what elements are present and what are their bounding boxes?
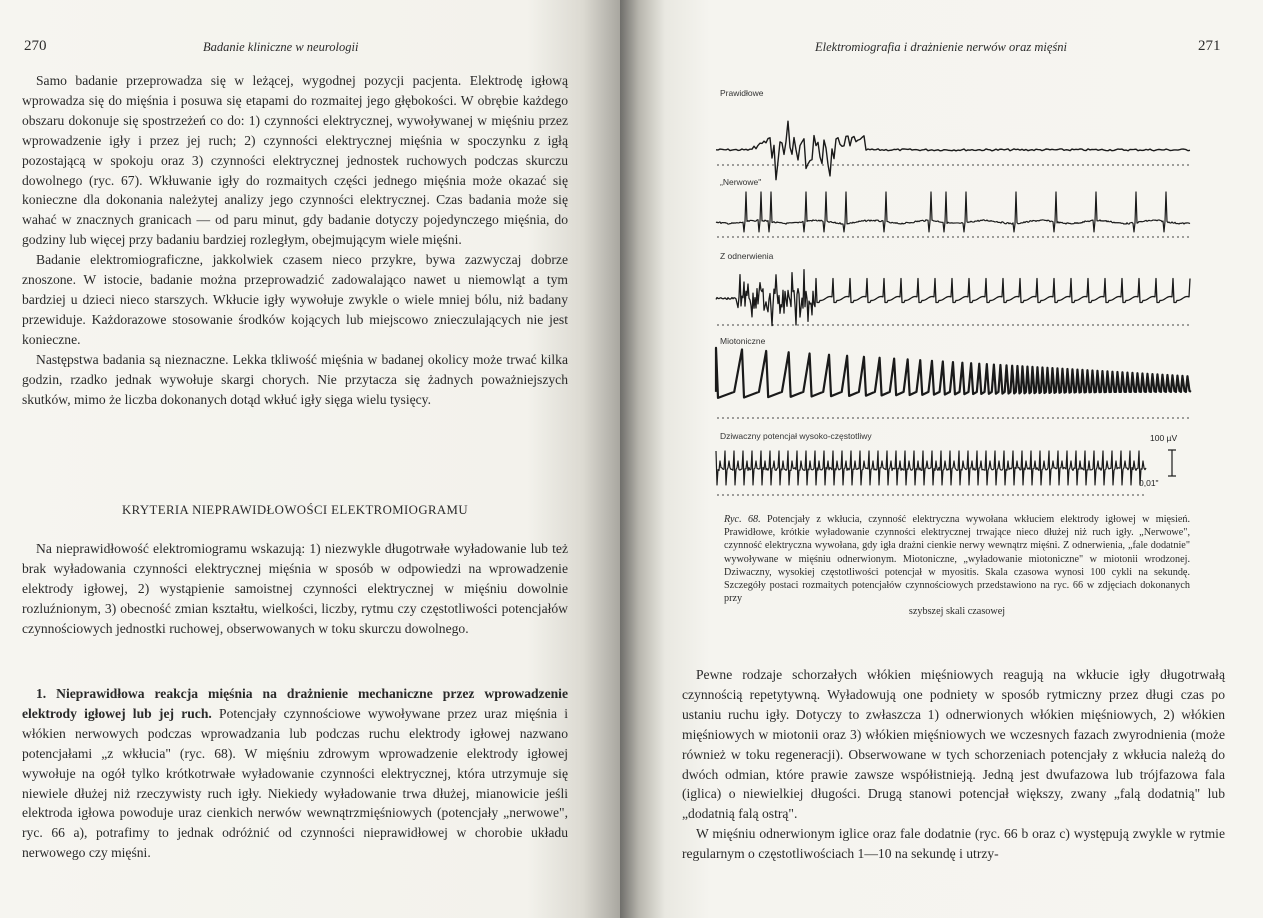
scale-bar [1164, 446, 1184, 496]
paragraph: Pewne rodzaje schorzałych włókien mięśniowych reagują na wkłucie igły długotrwałą czynnością repetytywną. Wyładowują one podniety w sposób rytmiczny przez długi czas po ustaniu ruchu igły. Dotyczy to zwłaszcza 1) odnerwionych włókien mięśniowych, 2) włókien mięśniowych w miotonii oraz 3) włókien mięśniowych we wczesnych fazach zwyrodnienia (może również w toku regeneracji). Obserwowane w tych schorzeniach potencjały z wkłucia należą do dwóch odmian, które prawie zawsze współistnieją. Jedną jest dwufazowa lub trójfazowa fala (iglica) o niewielkiej długości. Drugą stanowi potencjał większy, zwany „falą dodatnią" lub „dodatnią falą ostrą". [682, 667, 1225, 822]
page-number-right: 271 [1198, 38, 1221, 54]
subsection-body: Potencjały czynnościowe wywoływane przez uraz mięśnia i włókien nerwowych podczas wprowadzania lub podczas ruchu elektrody igłowej nazwano potencjałami „z wkłucia" (ryc. 68). W mięśniu zdrowym wprowadzenie elektrody igłowej wywołuje na ogół tylko krótkotrwałe wyładowanie czynności elektrycznej, która utrzymuje się niewiele dłużej niż rzeczywisty ruch igły. Niekiedy wyładowanie trwa dłużej, mianowicie jeśli elektroda igłowa powoduje uraz cienkich nerwów wewnątrzmięśniowych (potencjały „nerwowe", ryc. 66 a), potrafimy to jednak odróżnić od czynności nieprawidłowej w chorobie układu nerwowego czy mięśni. [22, 705, 568, 861]
trace-normal [716, 98, 1190, 170]
time-scale-label: 0,01" [1139, 478, 1159, 488]
right-page [620, 0, 1263, 918]
caption-text: Potencjały z wkłucia, czynność elektryczna wywołana wkłuciem elektrody igłowej w mięsień. Prawidłowe, krótkie wyładowanie czynności elektrycznej trwające nieco dłużej niż ruch igły. „Nerwowe", czynność elektryczna wywołana, gdy igła drażni cienkie nerwy wewnątrz mięśni. Z odnerwienia, „fale dodatnie" wywoływane w mięśniu odnerwionym. Miotoniczne, „wyładowanie miotoniczne" w miotonii wrodzonej. Dziwaczny, wysokiej częstotliwości potencjał w myositis. Skala czasowa wynosi 100 cykli na sekundę. Szczegóły postaci rozmaitych potencjałów czynnościowych przedstawiono na ryc. 66 w zdjęciach dokonanych przy [724, 514, 1190, 605]
trace-label-bizarre: Dziwaczny potencjał wysoko-częstotliwy [720, 431, 872, 441]
trace-label-nerve: „Nerwowe" [720, 177, 762, 187]
right-body-text [682, 665, 1225, 864]
trace-bizarre [716, 442, 1146, 502]
trace-line [716, 192, 1190, 232]
trace-label-myotonic: Miotoniczne [720, 336, 766, 346]
subsection-heading: 1. Nieprawidłowa reakcja mięśnia na drażnienie mechaniczne przez wprowadzenie elektrody igłowej lub jej ruch. [22, 686, 568, 721]
section-heading: KRYTERIA NIEPRAWIDŁOWOŚCI ELEKTROMIOGRAMU [122, 503, 468, 517]
caption-figure-ref: Ryc. 68. [724, 514, 761, 525]
trace-label-normal: Prawidłowe [720, 88, 764, 98]
trace-myotonic [716, 345, 1190, 423]
paragraph: W mięśniu odnerwionym iglice oraz fale dodatnie (ryc. 66 b oraz c) występują zwykle w rytmie regularnym o częstotliwościach 1—10 na sekundę i utrzy- [682, 826, 1225, 862]
trace-line [716, 121, 1190, 180]
paragraph: Samo badanie przeprowadza się w leżącej, wygodnej pozycji pacjenta. Elektrodę igłową wprowadza się do mięśnia i posuwa się etapami do rozmaitej jego głębokości. W obrębie każdego obszaru dokonuje się spostrzeżeń co do: 1) czynności elektrycznej, wywoływanej w mięśniu przez wprowadzenie igły i przez jej ruch; 2) czynności elektrycznej mięśnia w spoczynku z igłą pozostającą w spokoju oraz 3) czynności elektrycznej jednostek ruchowych podczas skurczu dowolnego (ryc. 67). Wkłuwanie igły do rozmaitych części jednego mięśnia może okazać się konieczne dla dokonania należytej analizy jego czynności elektrycznej. Czas badania może się wahać w znacznych granicach — od paru minut, gdy badanie dotyczy pojedynczego mięśnia, do godziny lub więcej przy badaniu bardziej rozległym, obejmującym wiele mięśni. [22, 73, 568, 248]
paragraph [22, 684, 568, 863]
trace-line [716, 270, 1190, 326]
figure-caption [724, 513, 1190, 619]
trace-label-denervation: Z odnerwienia [720, 251, 774, 261]
trace-denervation [716, 260, 1190, 330]
caption-tail: szybszej skali czasowej [908, 606, 1006, 618]
amplitude-scale-label: 100 µV [1150, 433, 1178, 443]
left-page [0, 0, 620, 918]
running-title-right: Elektromiografia i drażnienie nerwów oraz mięśni [815, 40, 1067, 54]
trace-line [716, 451, 1146, 485]
paragraph: Na nieprawidłowość elektromiogramu wskazują: 1) niezwykle długotrwałe wyładowanie lub też brak wyładowania czynności elektrycznej mięśnia w sposób w odpowiedzi na wprowadzenie elektrody igłowej, 2) wystąpienie samoistnej czynności elektrycznej w mięśniu dowolnie rozluźnionym, 3) obecność zmian kształtu, wielkości, liczby, rytmu czy częstotliwości potencjałów czynnościowych jednostki ruchowej, obserwowanych w toku skurczu dowolnego. [22, 541, 568, 636]
criteria-text [22, 539, 568, 639]
subsection-text [22, 684, 568, 863]
running-title-left: Badanie kliniczne w neurologii [203, 40, 359, 54]
trace-nerve [716, 186, 1190, 244]
paragraph: Następstwa badania są nieznaczne. Lekka tkliwość mięśnia w badanej okolicy może trwać kilka godzin, rzadko jednak wywołuje skargi chorych. Nie przytacza się żadnych poważniejszych skutków, mimo że liczba dokonanych dotąd wkłuć igły sięga wielu tysięcy. [22, 351, 568, 407]
trace-line [716, 348, 1191, 398]
paragraph: Badanie elektromiograficzne, jakkolwiek czasem nieco przykre, bywa zazwyczaj dobrze znoszone. W istocie, badanie można przeprowadzić zadowalająco nawet u niemowląt a tym bardziej u dzieci nieco starszych. Wkłucie igły wywołuje zwykle o wiele mniej bólu, niż badany przewiduje. Każdorazowe stosowanie środków kojących lub miejscowo znieczulających nie jest konieczne. [22, 252, 568, 347]
intro-text [22, 71, 568, 409]
page-number-left: 270 [24, 38, 47, 54]
